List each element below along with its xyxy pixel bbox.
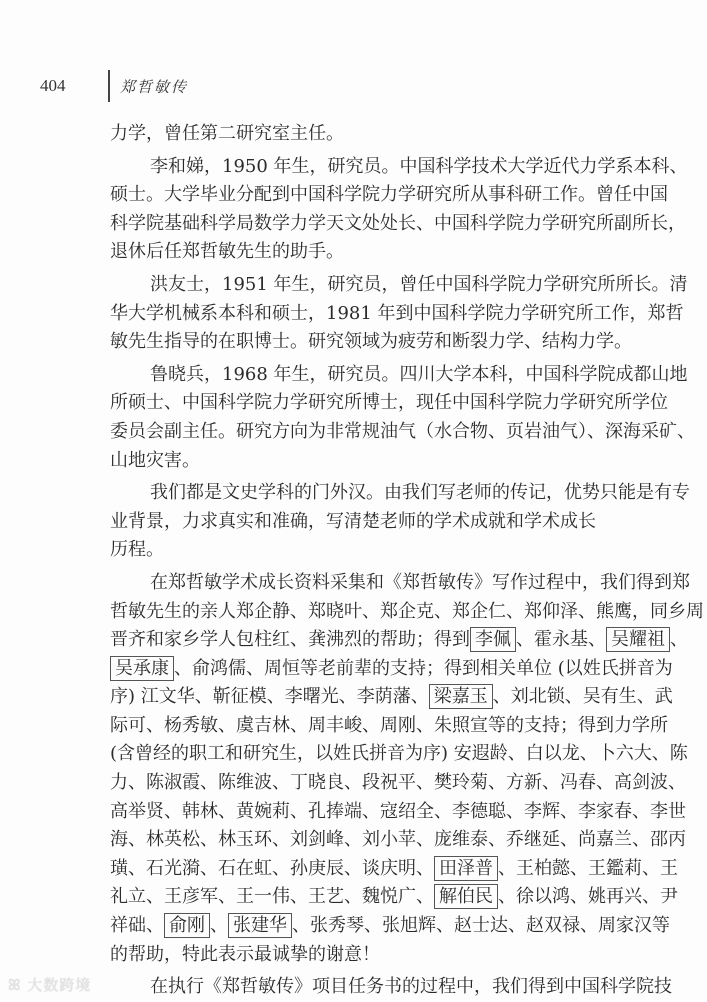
text-line (110, 210, 686, 239)
text-segment: 力学，曾任第二研究室主任。 (110, 123, 344, 144)
boxed-name: 解伯民 (434, 884, 498, 909)
text-segment: 在郑哲敏学术成长资料采集和《郑哲敏传》写作过程中，我们得到郑 (150, 571, 690, 593)
text-segment: 退休后任郑哲敏先生的助手。 (110, 241, 344, 263)
text-segment: 李和娣，1950 年生，研究员。中国科学技术大学近代力学系本科、 (150, 155, 688, 177)
text-line (110, 300, 684, 329)
text-segment: 、张秀琴、张旭辉、赵士达、赵双禄、周家汉等 (292, 915, 670, 937)
text-line (110, 181, 668, 210)
text-line (110, 798, 686, 827)
page-header (0, 70, 707, 102)
boxed-name: 田泽普 (434, 856, 498, 881)
text-line (110, 912, 670, 941)
text-line (110, 883, 678, 912)
text-segment: 在执行《郑哲敏传》项目任务书的过程中，我们得到中国科学院技 (150, 976, 672, 998)
text-line (110, 598, 704, 627)
text-line (110, 626, 688, 655)
boxed-name: 张建华 (228, 913, 292, 938)
text-segment: 、俞鸿儒、周恒等老前辈的支持；得到相关单位 (以姓氏拼音为 (174, 657, 673, 679)
text-segment: 的帮助，特此表示最诚挚的谢意！ (110, 943, 380, 965)
text-line (110, 328, 632, 357)
text-segment: 委员会副主任。研究方向为非常规油气（水合物、页岩油气）、深海采矿、 (110, 420, 695, 442)
boxed-name: 吴耀祖 (606, 627, 670, 652)
text-line (110, 740, 688, 769)
text-segment: 、王柏懿、王鑑莉、王 (498, 857, 678, 879)
text-segment: 祥础、 (110, 915, 164, 937)
text-segment: 历程。 (110, 539, 164, 561)
text-line (110, 655, 673, 684)
text-line (110, 855, 678, 884)
boxed-name: 李佩 (470, 627, 516, 652)
text-line (110, 418, 695, 447)
text-segment: 晋齐和家乡学人包柱红、龚沸烈的帮助；得到 (110, 629, 470, 651)
text-segment: 敏先生指导的在职博士。研究领域为疲劳和断裂力学、结构力学。 (110, 331, 632, 353)
text-line (110, 712, 668, 741)
body-text (110, 120, 704, 1002)
text-line (110, 447, 566, 476)
text-segment: 所硕士、中国科学院力学研究所博士，现任中国科学院力学研究所学位 (110, 392, 668, 414)
text-line (110, 508, 596, 537)
text-segment: (含曾经的职工和研究生，以姓氏拼音为序) 安遐龄、白以龙、卜六大、陈 (110, 743, 688, 765)
boxed-name: 俞刚 (164, 913, 210, 938)
text-line (110, 941, 566, 970)
text-segment: 海、林英松、林玉环、刘剑峰、刘小苹、庞维泰、乔继延、尚嘉兰、邵丙 (110, 829, 686, 851)
text-segment: 华大学机械系本科和硕士，1981 年到中国科学院力学研究所工作，郑哲 (110, 302, 684, 324)
text-segment: 、 (210, 915, 228, 937)
text-line (110, 973, 672, 1002)
text-line (110, 826, 686, 855)
text-segment: 、 (670, 629, 688, 651)
text-segment: 序) 江文华、靳征模、李曙光、李荫藩、 (110, 686, 429, 708)
text-segment: 、刘北锁、吴有生、武 (492, 686, 673, 708)
text-segment: 高举贤、韩林、黄婉莉、孔捧端、寇绍全、李德聪、李辉、李家春、李世 (110, 800, 686, 822)
text-line (110, 569, 690, 598)
boxed-name: 吴承康 (110, 656, 174, 681)
text-line (110, 479, 690, 508)
text-line (110, 683, 673, 712)
text-segment: 硕士。大学毕业分配到中国科学院力学研究所从事科研工作。曾任中国 (110, 184, 668, 206)
text-segment: 、霍永基、 (516, 629, 606, 651)
text-line (110, 153, 688, 182)
text-segment: 鲁晓兵，1968 年生，研究员。四川大学本科，中国科学院成都山地 (150, 363, 688, 385)
header-divider (108, 70, 110, 102)
text-segment: 业背景，力求真实和准确，写清楚老师的学术成就和学术成长 (110, 510, 596, 532)
text-line (110, 361, 688, 390)
text-line (110, 238, 566, 267)
text-line (110, 120, 566, 149)
text-segment: 我们都是文史学科的门外汉。由我们写老师的传记，优势只能是有专 (150, 482, 690, 504)
boxed-name: 梁嘉玉 (429, 684, 493, 709)
text-segment: 际可、杨秀敏、虞吉林、周丰峻、周刚、朱照宣等的支持；得到力学所 (110, 714, 668, 736)
watermark-logo: ꕤ 大数跨境 (8, 976, 92, 994)
text-line (110, 536, 566, 565)
text-line (110, 769, 686, 798)
text-segment: 力、陈淑霞、陈维波、丁晓良、段祝平、樊玲菊、方新、冯春、高剑波、 (110, 772, 686, 794)
text-segment: 洪友士，1951 年生，研究员，曾任中国科学院力学研究所所长。清 (150, 273, 688, 295)
text-segment: 、徐以鸿、姚再兴、尹 (498, 886, 678, 908)
text-line (110, 389, 668, 418)
text-segment: 礼立、王彦军、王一伟、王艺、魏悦广、 (110, 886, 434, 908)
text-line (110, 271, 688, 300)
text-segment: 山地灾害。 (110, 449, 200, 471)
page-number: 404 (40, 76, 66, 95)
text-segment: 科学院基础科学局数学力学天文处处长、中国科学院力学研究所副所长， (110, 212, 686, 234)
running-title: 郑哲敏传 (120, 78, 189, 96)
text-segment: 哲敏先生的亲人郑企静、郑晓叶、郑企克、郑企仁、郑仰泽、熊鹰，同乡周 (110, 600, 704, 622)
text-segment: 璜、石光漪、石在虹、孙庚辰、谈庆明、 (110, 857, 434, 879)
